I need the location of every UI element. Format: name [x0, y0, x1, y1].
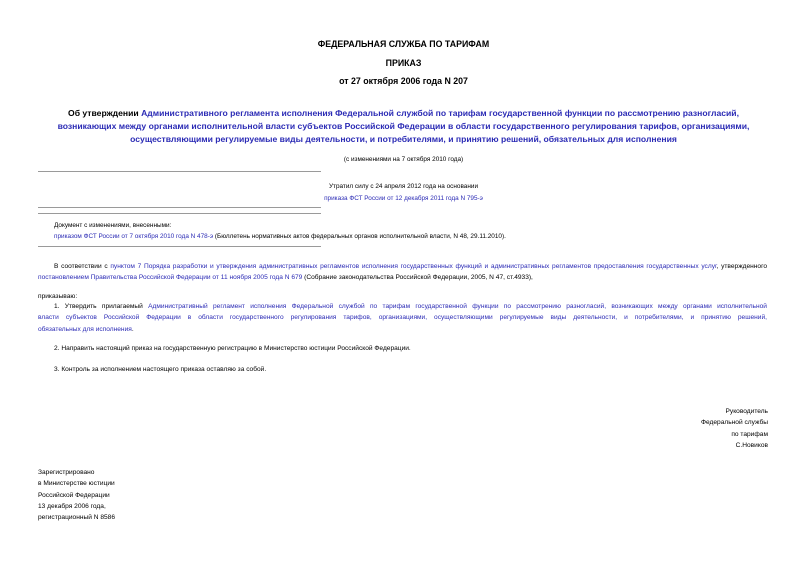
- amendment-order-link[interactable]: приказом ФСТ России от 7 октября 2010 года N 478-э: [54, 233, 214, 240]
- order-word: приказываю:: [38, 293, 78, 300]
- title-link-line-3[interactable]: осуществляющими регулируемые виды деятельности, и потребителями, и принятию решений, обязательных для исполнения: [130, 134, 677, 145]
- item-1-paragraph: [38, 301, 767, 335]
- divider-line: [38, 207, 321, 208]
- item-1-prefix: 1. Утвердить прилагаемый: [54, 303, 149, 310]
- repeal-link-row: [0, 195, 807, 202]
- document-date-number: от 27 октября 2006 года N 207: [339, 76, 468, 86]
- government-decree-link[interactable]: постановлением Правительства Российской Федерации от 11 ноября 2005 года N 679: [38, 274, 303, 282]
- registration-date: 13 декабря 2006 года,: [38, 502, 106, 510]
- signature-line: Руководитель: [725, 408, 768, 415]
- title-prefix: Об утверждении: [68, 108, 142, 118]
- registration-line: в Министерстве юстиции: [38, 480, 115, 488]
- divider-line: [38, 213, 321, 214]
- signatory-name: С.Новиков: [735, 441, 768, 449]
- regulation-link[interactable]: обязательных для исполнения: [38, 325, 132, 333]
- registration-line: Зарегистрировано: [38, 469, 95, 476]
- changes-note: (с изменениями на 7 октября 2010 года): [343, 156, 464, 163]
- item-2: 2. Направить настоящий приказ на государственную регистрацию в Министерство юстиции Российской Федерации.: [54, 345, 411, 352]
- signature-line: Федеральной службы: [700, 419, 768, 427]
- item-3: 3. Контроль за исполнением настоящего приказа оставляю за собой.: [54, 366, 267, 373]
- title-link-line-1[interactable]: Административного регламента исполнения Федеральной службой по тарифам государственной функции по рассмотрению разногласий,: [141, 108, 739, 118]
- document-title: [40, 107, 767, 147]
- preamble-line-1: [38, 261, 767, 272]
- title-link-line-2[interactable]: возникающих между органами исполнительной власти субъектов Российской Федерации в области государственного регулирования тарифов, организациями,: [57, 121, 750, 132]
- item-1-end: .: [131, 325, 134, 333]
- preamble-text: В соответствии с: [54, 263, 111, 270]
- regulation-link[interactable]: Административный регламент исполнения Федеральной службой по тарифам государственной функции по рассмотрению разногласий, возникающих между органами исполнительной: [148, 303, 767, 310]
- registration-number: регистрационный N 8586: [38, 514, 116, 522]
- signature-block: [701, 406, 768, 451]
- repeal-order-link[interactable]: приказа ФСТ России от 12 декабря 2011 года N 795-э: [324, 195, 483, 202]
- preamble-text: , утвержденного: [716, 263, 767, 270]
- divider-line: [38, 171, 321, 172]
- document-type-heading: ПРИКАЗ: [385, 58, 422, 68]
- item-1-line-3: [38, 324, 767, 335]
- signature-line: по тарифам: [731, 430, 768, 438]
- divider-line: [38, 246, 321, 247]
- agency-heading: ФЕДЕРАЛЬНАЯ СЛУЖБА ПО ТАРИФАМ: [317, 39, 490, 49]
- repeal-text: Утратил силу с 24 апреля 2012 года на основании: [328, 183, 479, 190]
- item-1-line-2: [38, 312, 767, 323]
- registration-line: Российской Федерации: [38, 491, 110, 499]
- item-1-line-1: [38, 301, 767, 312]
- preamble-paragraph: [38, 261, 767, 284]
- registration-block: [38, 467, 115, 523]
- amendments-row: [54, 233, 506, 240]
- preamble-line-2: [38, 272, 767, 283]
- preamble-text: (Собрание законодательства Российской Федерации, 2005, N 47, ст.4933),: [302, 274, 533, 282]
- amendments-label: Документ с изменениями, внесенными:: [54, 222, 172, 229]
- amendment-source: (Бюллетень нормативных актов федеральных органов исполнительной власти, N 48, 29.11.2010).: [213, 233, 506, 240]
- procedure-link[interactable]: пунктом 7 Порядка разработки и утверждения административных регламентов исполнения государственных функций и административных регламентов предоставления государственных услуг: [110, 263, 717, 270]
- regulation-link[interactable]: власти субъектов Российской Федерации в области государственного регулирования тарифов, организациями, осуществляющими регулируемые виды деятельности, и потребителями, и принятию решений,: [38, 314, 767, 322]
